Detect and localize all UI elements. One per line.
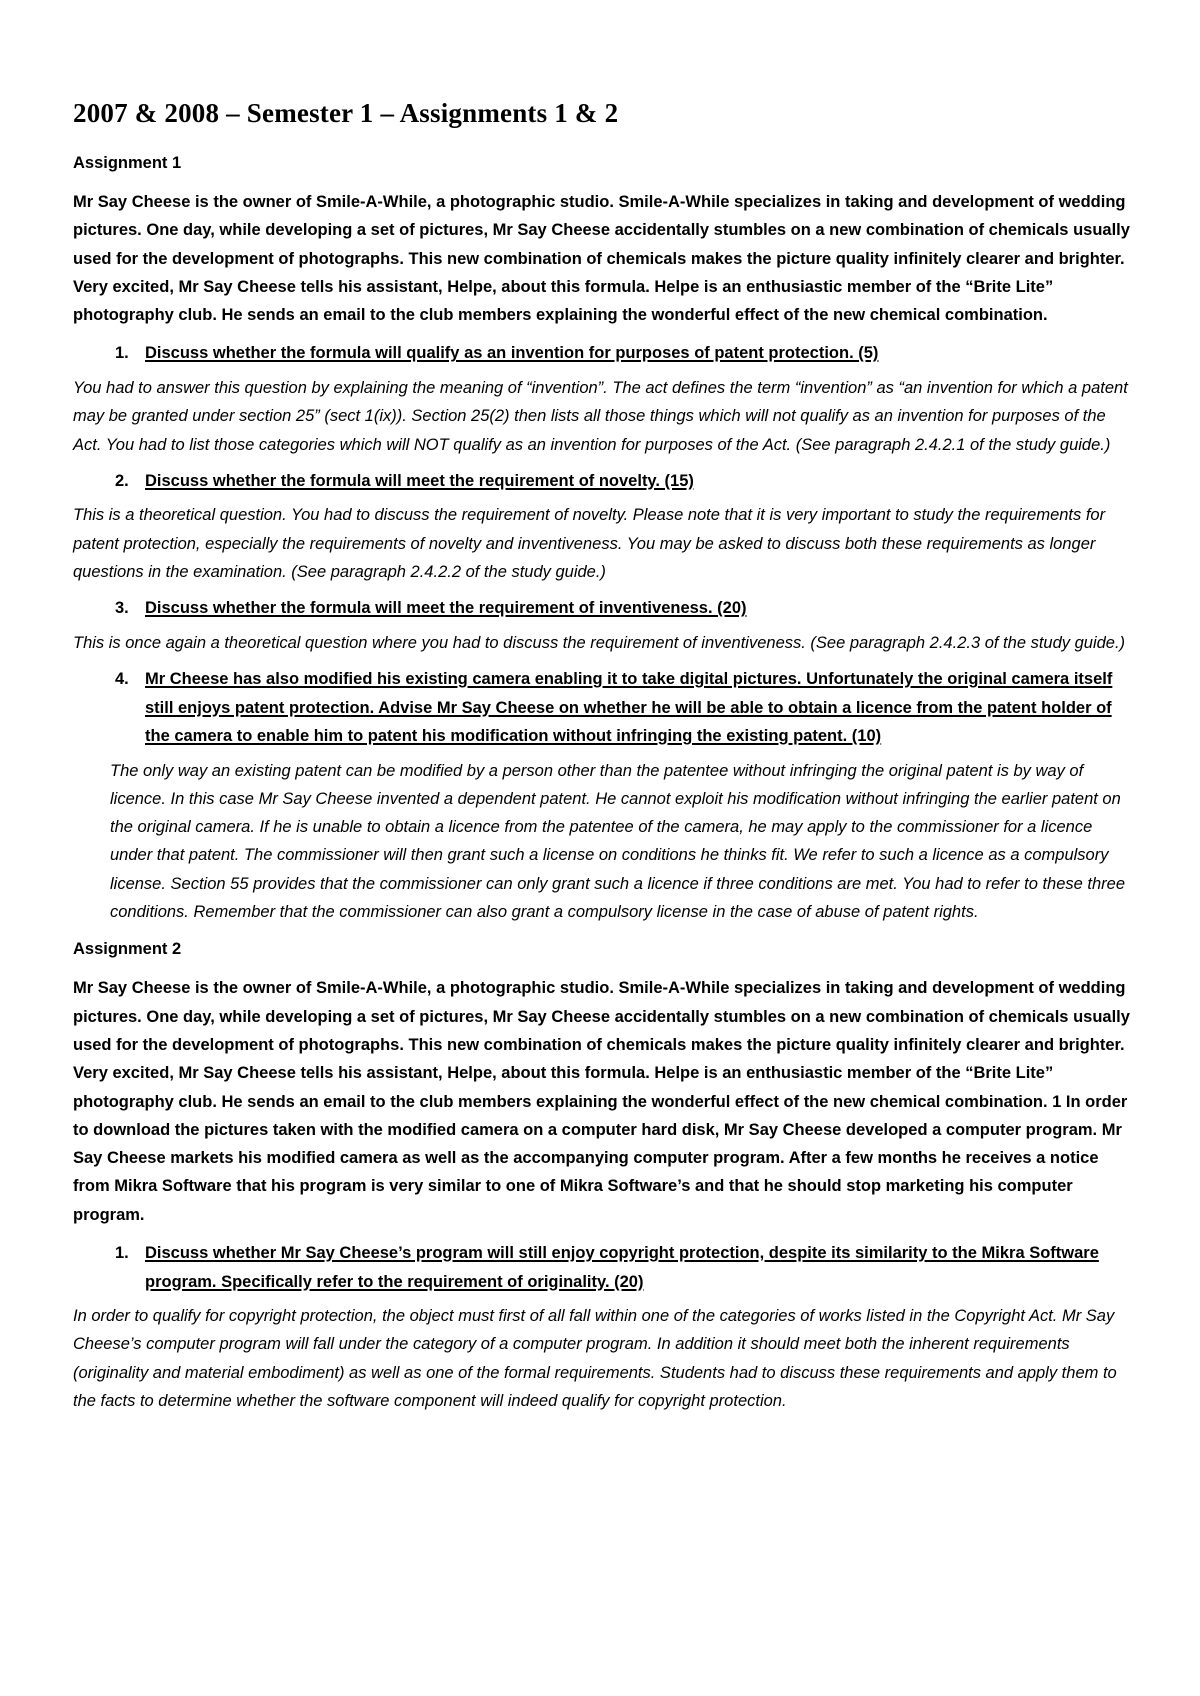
question-text: Discuss whether the formula will qualify as an invention for purposes of patent protection. (5) [145,344,879,363]
answer-1-1: You had to answer this question by explaining the meaning of “invention”. The act defines the term “invention” as “an invention for which a patent may be granted under section 25” (sect 1(ix)). Section 25(2) then lists all those things which will not qualify as an invention for purposes of the Act. You had to list those categories which will NOT qualify as an invention for purposes of the Act. (See paragraph 2.4.2.1 of the study guide.) [73,378,1128,454]
assignment-1-heading: Assignment 1 [73,154,182,172]
question-2-1 [73,1239,1133,1296]
question-number: 3. [115,599,129,618]
question-text: Discuss whether the formula will meet the requirement of novelty. (15) [145,471,694,490]
document-body [73,96,1133,1423]
page-title: 2007 & 2008 – Semester 1 – Assignments 1 & 2 [73,98,619,128]
answer-1-4: The only way an existing patent can be modified by a person other than the patentee without infringing the original patent is by way of licence. In this case Mr Say Cheese invented a dependent patent. He cannot exploit his modification without infringing the earlier patent on the original camera. If he is unable to obtain a licence from the patentee of the camera, he may apply to the commissioner for a licence under that patent. The commissioner will then grant such a license on conditions he thinks fit. We refer to such a licence as a compulsory license. Section 55 provides that the commissioner can only grant such a licence if three conditions are met. You had to refer to these three conditions. Remember that the commissioner can also grant a compulsory license in the case of abuse of patent rights. [110,761,1126,922]
question-number: 4. [115,670,129,689]
question-1-1 [73,339,1133,368]
question-text: Mr Cheese has also modified his existing camera enabling it to take digital pictures. Unfortunately the original camera itself still enjoys patent protection. Advise Mr Say Cheese on whether he will be able to obtain a licence from the patent holder of the camera to enable him to patent his modification without infringing the existing patent. (10) [145,670,1113,746]
question-number: 2. [115,471,129,490]
assignment-2-section [73,938,1133,1415]
assignment-1-section [73,152,1133,926]
question-text: Discuss whether the formula will meet the requirement of inventiveness. (20) [145,599,747,618]
assignment-2-heading: Assignment 2 [73,940,182,959]
question-number: 1. [115,344,129,363]
question-1-3 [73,594,1133,623]
question-number: 1. [115,1244,129,1263]
question-text: Discuss whether Mr Say Cheese’s program will still enjoy copyright protection, despite its similarity to the Mikra Software program. Specifically refer to the requirement of originality. (20) [145,1244,1099,1291]
answer-2-1: In order to qualify for copyright protection, the object must first of all fall within one of the categories of works listed in the Copyright Act. Mr Say Cheese’s computer program will fall under the category of a computer program. In addition it should meet both the inherent requirements (originality and material embodiment) as well as one of the formal requirements. Students had to discuss these requirements and apply them to the facts to determine whether the software component will indeed qualify for copyright protection. [73,1307,1117,1410]
answer-1-2: This is a theoretical question. You had to discuss the requirement of novelty. Please note that it is very important to study the requirements for patent protection, especially the requirements of novelty and inventiveness. You may be asked to discuss both these requirements as longer questions in the examination. (See paragraph 2.4.2.2 of the study guide.) [73,506,1106,581]
question-1-4 [73,665,1133,751]
answer-1-3: This is once again a theoretical question where you had to discuss the requirement of inventiveness. (See paragraph 2.4.2.3 of the study guide.) [73,633,1126,652]
assignment-1-scenario: Mr Say Cheese is the owner of Smile-A-While, a photographic studio. Smile-A-While specializes in taking and development of wedding pictures. One day, while developing a set of pictures, Mr Say Cheese accidentally stumbles on a new combination of chemicals usually used for the development of photographs. This new combination of chemicals makes the picture quality infinitely clearer and brighter. Very excited, Mr Say Cheese tells his assistant, Helpe, about this formula. Helpe is an enthusiastic member of the “Brite Lite” photography club. He sends an email to the club members explaining the wonderful effect of the new chemical combination. [73,193,1130,325]
question-1-2 [73,467,1133,496]
assignment-2-scenario: Mr Say Cheese is the owner of Smile-A-While, a photographic studio. Smile-A-While specializes in taking and development of wedding pictures. One day, while developing a set of pictures, Mr Say Cheese accidentally stumbles on a new combination of chemicals usually used for the development of photographs. This new combination of chemicals makes the picture quality infinitely clearer and brighter. Very excited, Mr Say Cheese tells his assistant, Helpe, about this formula. Helpe is an enthusiastic member of the “Brite Lite” photography club. He sends an email to the club members explaining the wonderful effect of the new chemical combination. 1 In order to download the pictures taken with the modified camera on a computer hard disk, Mr Say Cheese developed a computer program. Mr Say Cheese markets his modified camera as well as the accompanying computer program. After a few months he receives a notice from Mikra Software that his program is very similar to one of Mikra Software’s and that he should stop marketing his computer program. [73,979,1130,1224]
